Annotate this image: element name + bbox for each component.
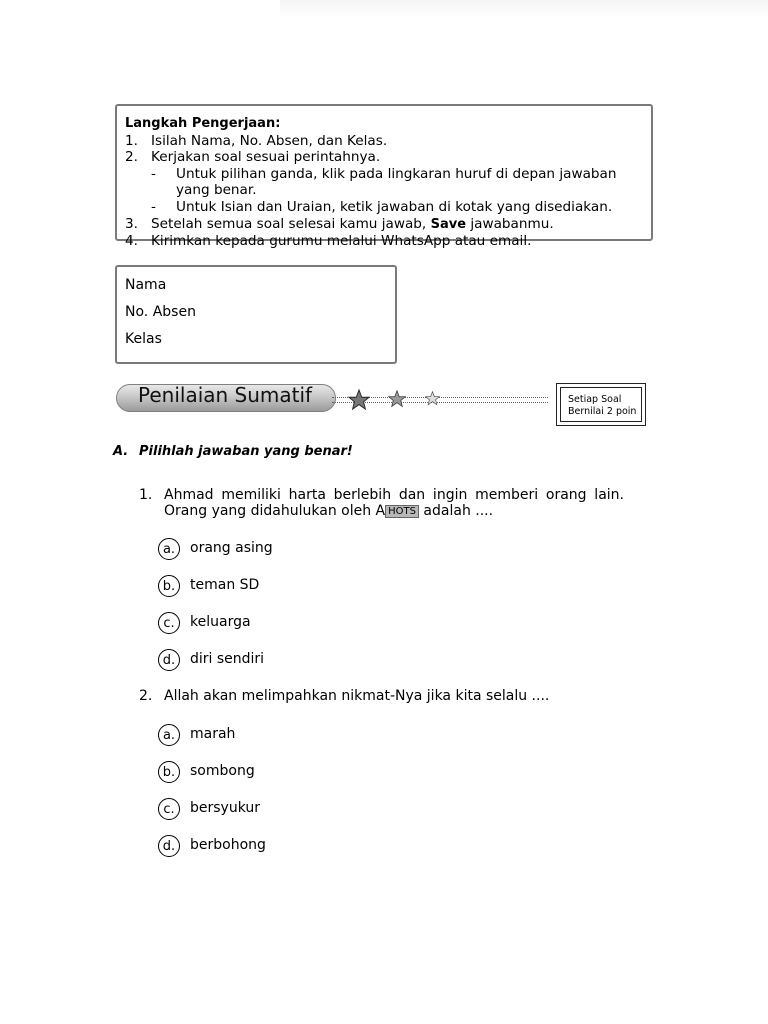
identity-box[interactable] [115,265,397,364]
save-keyword: Save [430,216,467,232]
substep-2: - Untuk Isian dan Uraian, ketik jawaban di kotak yang disediakan. [151,198,613,215]
step-2: 2. Kerjakan soal sesuai perintahnya. [125,149,381,166]
top-shade [280,0,768,18]
option-circle[interactable]: d. [158,649,180,671]
kelas-label: Kelas [125,331,162,347]
option-circle[interactable]: b. [158,761,180,783]
no-absen-label: No. Absen [125,304,196,320]
option-circle[interactable]: c. [158,612,180,634]
option-circle[interactable]: c. [158,798,180,820]
point-note: Setiap Soal Bernilai 2 poin [560,387,642,422]
section-heading: A. Pilihlah jawaban yang benar! [113,444,353,459]
nama-label: Nama [125,277,167,293]
instructions-title: Langkah Pengerjaan: [125,116,281,131]
star-icon [348,389,370,411]
option-circle[interactable]: b. [158,575,180,597]
option-circle[interactable]: d. [158,835,180,857]
star-icon [425,391,440,406]
substep-1: - Untuk pilihan ganda, klik pada lingkaran huruf di depan jawaban yang benar. [151,165,617,199]
option-circle[interactable]: a. [158,538,180,560]
hots-badge: HOTS [385,505,419,518]
step-4: 4. Kirimkan kepada gurumu melalui WhatsApp atau email. [125,233,532,250]
step-1: 1. Isilah Nama, No. Absen, dan Kelas. [125,132,388,149]
option-circle[interactable]: a. [158,724,180,746]
banner-title: Penilaian Sumatif [138,383,313,407]
point-note-box [556,383,646,426]
instructions-box [115,104,653,250]
star-icon [388,390,406,408]
step-3: 3. Setelah semua soal selesai kamu jawab, Save jawabanmu. [125,215,554,232]
